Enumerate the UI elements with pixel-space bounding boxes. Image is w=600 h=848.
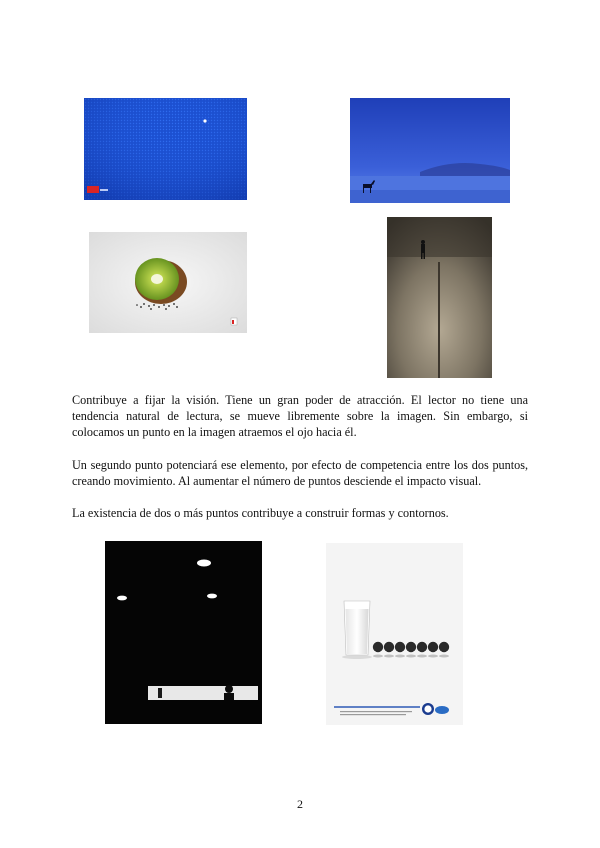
white-point <box>203 119 206 122</box>
milk-glass-graphic <box>326 543 463 725</box>
kiwi-image <box>89 232 247 333</box>
paragraph-1: Contribuye a fijar la visión. Tiene un gran poder de atracción. El lector no tiene una tendencia natural de lectura, se mueve libremente sobre la imagen. Sin embargo, si colocamos un punto en la imagen atraemos el ojo hacia él. <box>72 393 528 439</box>
paragraph-2: Un segundo punto potenciará ese elemento, por efecto de competencia entre los dos puntos, creando movimiento. Al aumentar el número de puntos desciende el impacto visual. <box>72 458 528 488</box>
light-point-2 <box>117 596 127 601</box>
horse-landscape-graphic <box>350 98 510 203</box>
dark-lights-graphic <box>105 541 262 724</box>
blue-pattern-image <box>84 98 247 200</box>
light-point-3 <box>207 594 217 599</box>
logo-mark <box>87 186 99 193</box>
kiwi-graphic <box>89 232 247 333</box>
paragraph-3: La existencia de dos o más puntos contribuye a construir formas y contornos. <box>72 506 449 520</box>
window <box>148 686 258 700</box>
light-point-1 <box>197 560 211 567</box>
person-floor-graphic <box>387 217 492 378</box>
milk-glass-image <box>326 543 463 725</box>
horse-landscape-image <box>350 98 510 203</box>
blue-pattern-graphic <box>84 98 247 200</box>
person-floor-image <box>387 217 492 378</box>
dark-lights-image <box>105 541 262 724</box>
page-number: 2 <box>297 797 303 811</box>
